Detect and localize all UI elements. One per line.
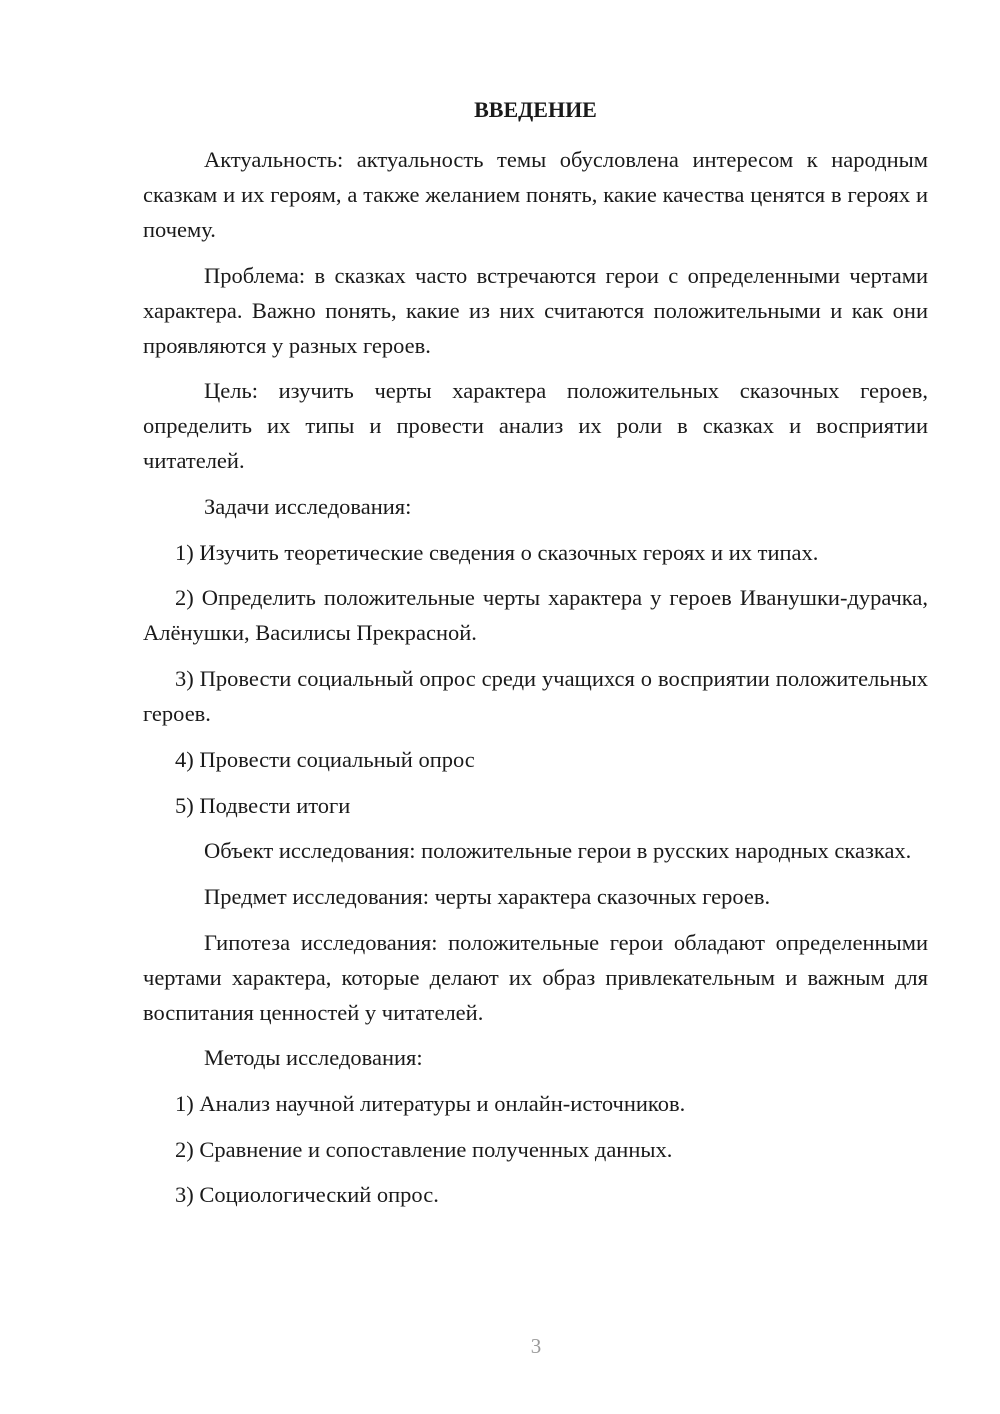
paragraph-goal: Цель: изучить черты характера положительных сказочных героев, определить их типы и провести анализ их роли в сказках и восприятии читателей.	[143, 378, 928, 474]
paragraph-hypothesis: Гипотеза исследования: положительные герои обладают определенными чертами характера, которые делают их образ привлекательным и важным для воспитания ценностей у читателей.	[143, 929, 928, 1025]
list-item-method-3: 3) Социологический опрос.	[175, 1182, 439, 1208]
paragraph-tasks-heading: Задачи исследования:	[204, 494, 412, 520]
page-number: 3	[530, 1334, 542, 1358]
list-item-method-2: 2) Сравнение и сопоставление полученных данных.	[175, 1136, 673, 1162]
list-item-method-1: 1) Анализ научной литературы и онлайн-источников.	[175, 1090, 686, 1116]
body-text	[143, 142, 928, 1223]
list-item-task-4: 4) Провести социальный опрос	[175, 746, 475, 772]
list-item-task-2: 2) Определить положительные черты характера у героев Иванушки-дурачка, Алёнушки, Василисы Прекрасной.	[143, 585, 928, 646]
paragraph-relevance: Актуальность: актуальность темы обусловлена интересом к народным сказкам и их героям, а также желанием понять, какие качества ценятся в героях и почему.	[143, 147, 928, 242]
page-title: ВВЕДЕНИЕ	[474, 97, 597, 122]
list-item-task-5: 5) Подвести итоги	[175, 792, 351, 818]
list-item-task-1: 1) Изучить теоретические сведения о сказочных героях и их типах.	[175, 539, 819, 565]
paragraph-problem: Проблема: в сказках часто встречаются герои с определенными чертами характера. Важно понять, какие из них считаются положительными и как они проявляются у разных героев.	[143, 262, 928, 358]
paragraph-methods-heading: Методы исследования:	[204, 1045, 423, 1071]
paragraph-subject: Предмет исследования: черты характера сказочных героев.	[204, 883, 771, 909]
list-item-task-3: 3) Провести социальный опрос среди учащихся о восприятии положительных героев.	[143, 666, 928, 727]
paragraph-object: Объект исследования: положительные герои в русских народных сказках.	[204, 838, 912, 864]
